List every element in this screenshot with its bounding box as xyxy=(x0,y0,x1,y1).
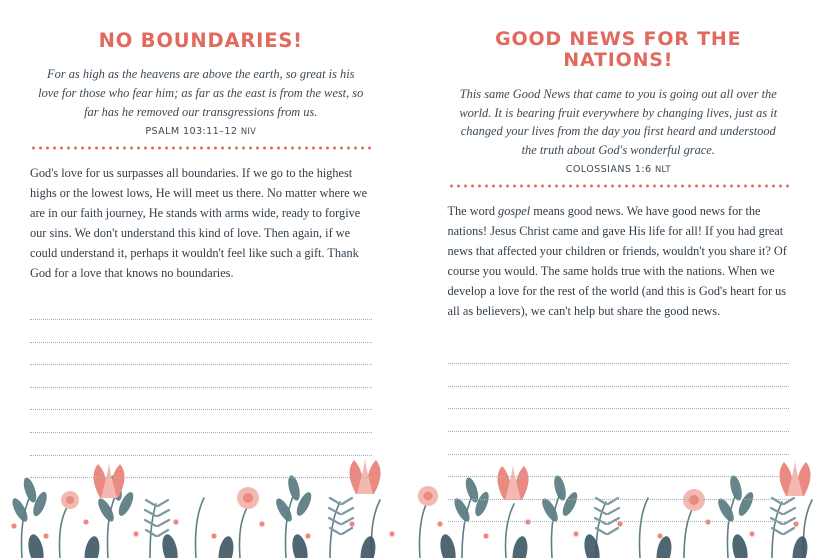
body-post: means good news. We have good news for the nations! Jesus Christ came and gave His life for all! If you had great news that affected your children or friends, wouldn't you share it? Of course you would. The same holds true with the nations. When we develop a love for the rest of the world (and this is God's heart for us all as believers), we can't help but share the good news. xyxy=(447,204,787,318)
writing-lines-left[interactable] xyxy=(30,297,372,478)
writing-line[interactable] xyxy=(30,343,372,366)
writing-line[interactable] xyxy=(448,432,790,455)
writing-line[interactable] xyxy=(448,477,790,500)
writing-line[interactable] xyxy=(30,456,372,479)
devotional-body: God's love for us surpasses all boundaries. If we go to the highest highs or the lowest lows, He will meet us there. No matter where we are in our faith journey, He stands with arms wide, ready to forgive our sins. We don't understand this kind of love. Then again, if we could understand it, perhaps it wouldn't feel like such a gift. Thank God for a love that knows no boundaries. xyxy=(30,165,368,280)
writing-line[interactable] xyxy=(30,365,372,388)
writing-line[interactable] xyxy=(448,342,790,365)
writing-line[interactable] xyxy=(30,388,372,411)
page-right xyxy=(410,0,819,558)
writing-line[interactable] xyxy=(448,455,790,478)
writing-lines-right[interactable] xyxy=(448,342,790,523)
page-title: NO BOUNDARIES! xyxy=(98,29,303,52)
body-emphasis: gospel xyxy=(498,204,531,219)
scripture-verse: For as high as the heavens are above the earth, so great is his love for those who fear him; as far as the east is from the west, so far has he removed our transgressions from us. xyxy=(38,67,364,120)
writing-line[interactable] xyxy=(30,410,372,433)
writing-line[interactable] xyxy=(448,364,790,387)
scripture-verse: This same Good News that came to you is going out all over the world. It is bearing fruit everywhere by changing lives, just as it changed your lives from the day you first heard and understood the truth about God's wonderful grace. xyxy=(459,86,778,158)
scripture-version: NIV xyxy=(240,125,257,136)
writing-line[interactable] xyxy=(30,297,372,320)
writing-line[interactable] xyxy=(448,500,790,523)
writing-line[interactable] xyxy=(30,433,372,456)
dotted-divider xyxy=(448,184,790,188)
writing-line[interactable] xyxy=(448,409,790,432)
scripture-reference-text: COLOSSIANS 1:6 xyxy=(565,164,652,176)
writing-line[interactable] xyxy=(30,320,372,343)
body-pre: The word xyxy=(447,204,499,219)
scripture-version: NLT xyxy=(654,164,671,175)
scripture-reference-text: PSALM 103:11–12 xyxy=(145,125,238,137)
page-title: GOOD NEWS FOR THE NATIONS! xyxy=(495,28,742,71)
writing-line[interactable] xyxy=(448,387,790,410)
dotted-divider xyxy=(30,146,372,150)
scripture-reference xyxy=(448,164,790,175)
scripture-reference xyxy=(30,126,372,137)
devotional-body xyxy=(448,202,790,321)
